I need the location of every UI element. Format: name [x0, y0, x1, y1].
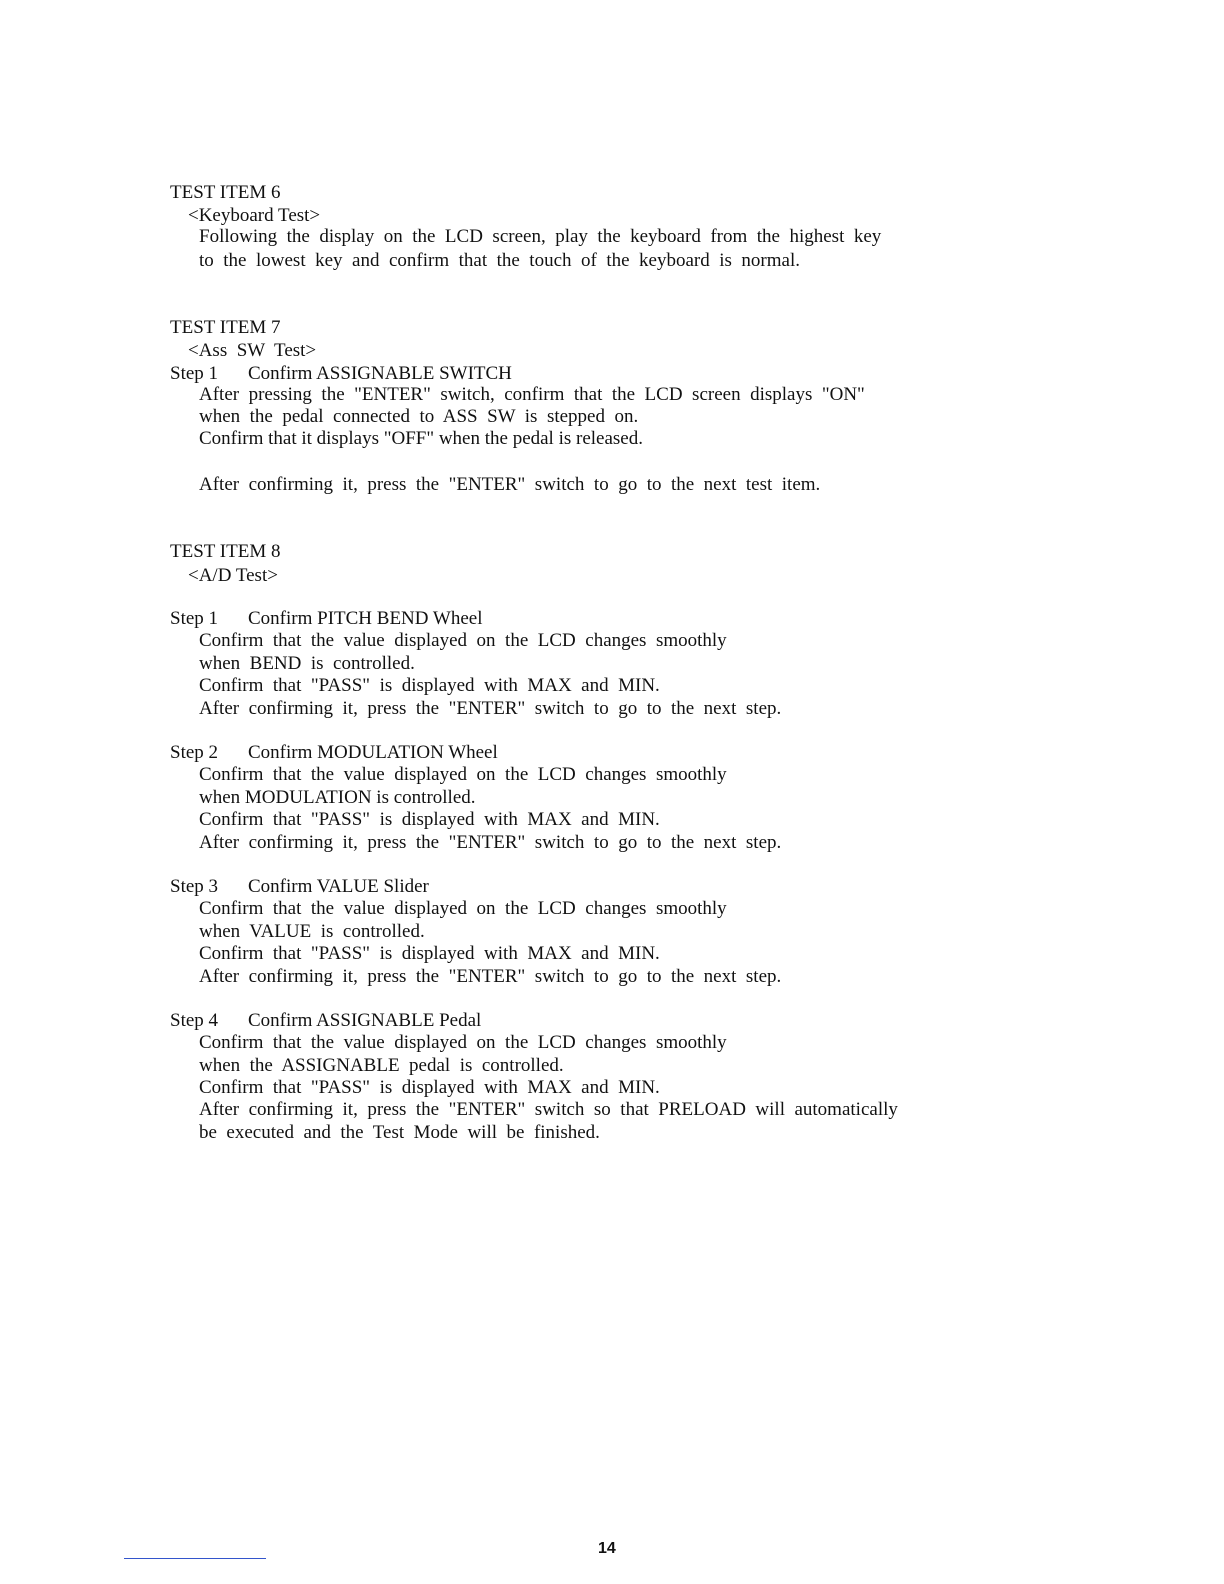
step-label: Step 4	[170, 1010, 219, 1031]
test-item-8-step-2-line-3: Confirm that "PASS" is displayed with MAX and MIN.	[199, 809, 660, 830]
test-item-8-subtitle: <A/D Test>	[188, 565, 278, 586]
test-item-6-line-2: to the lowest key and confirm that the touch of the keyboard is normal.	[199, 250, 800, 271]
step-title: Confirm ASSIGNABLE Pedal	[248, 1010, 482, 1031]
test-item-6-line-1: Following the display on the LCD screen, play the keyboard from the highest key	[199, 226, 882, 247]
test-item-8-title: TEST ITEM 8	[170, 541, 281, 562]
test-item-8-step-4-header	[170, 1010, 481, 1032]
test-item-8-step-2-line-1: Confirm that the value displayed on the LCD changes smoothly	[199, 764, 727, 785]
test-item-8-step-3-header	[170, 876, 429, 898]
test-item-8-step-3-line-2: when VALUE is controlled.	[199, 921, 425, 942]
step-title: Confirm ASSIGNABLE SWITCH	[248, 363, 512, 384]
footer-rule	[124, 1558, 266, 1559]
test-item-8-step-2-line-4: After confirming it, press the "ENTER" switch to go to the next step.	[199, 832, 782, 853]
step-title: Confirm MODULATION Wheel	[248, 742, 498, 763]
test-item-8-step-4-line-2: when the ASSIGNABLE pedal is controlled.	[199, 1055, 564, 1076]
test-item-8-step-3-line-3: Confirm that "PASS" is displayed with MAX and MIN.	[199, 943, 660, 964]
test-item-8-step-4-line-4: After confirming it, press the "ENTER" switch so that PRELOAD will automatically	[199, 1099, 898, 1120]
step-label: Step 3	[170, 876, 219, 897]
test-item-8-step-2-line-2: when MODULATION is controlled.	[199, 787, 476, 808]
step-label: Step 1	[170, 363, 219, 384]
step-label: Step 1	[170, 608, 219, 629]
test-item-7-step-1-header	[170, 363, 512, 385]
test-item-6-subtitle: <Keyboard Test>	[188, 205, 321, 226]
test-item-8-step-4-line-1: Confirm that the value displayed on the LCD changes smoothly	[199, 1032, 727, 1053]
test-item-8-step-2-header	[170, 742, 498, 764]
test-item-6-title: TEST ITEM 6	[170, 182, 281, 203]
test-item-8-step-1-line-1: Confirm that the value displayed on the LCD changes smoothly	[199, 630, 727, 651]
test-item-8-step-3-line-4: After confirming it, press the "ENTER" switch to go to the next step.	[199, 966, 782, 987]
test-item-8-step-1-line-3: Confirm that "PASS" is displayed with MAX and MIN.	[199, 675, 660, 696]
test-item-7-step-1-line-2: when the pedal connected to ASS SW is stepped on.	[199, 406, 639, 427]
test-item-8-step-1-header	[170, 608, 483, 630]
step-title: Confirm PITCH BEND Wheel	[248, 608, 483, 629]
test-item-7-title: TEST ITEM 7	[170, 317, 281, 338]
test-item-7-step-1-line-3: Confirm that it displays "OFF" when the pedal is released.	[199, 428, 643, 449]
step-title: Confirm VALUE Slider	[248, 876, 429, 897]
test-item-8-step-4-line-5: be executed and the Test Mode will be finished.	[199, 1122, 600, 1143]
test-item-8-step-1-line-2: when BEND is controlled.	[199, 653, 415, 674]
test-item-8-step-3-line-1: Confirm that the value displayed on the LCD changes smoothly	[199, 898, 727, 919]
step-label: Step 2	[170, 742, 219, 763]
test-item-8-step-1-line-4: After confirming it, press the "ENTER" switch to go to the next step.	[199, 698, 782, 719]
page-number: 14	[598, 1540, 616, 1557]
test-item-8-step-4-line-3: Confirm that "PASS" is displayed with MAX and MIN.	[199, 1077, 660, 1098]
test-item-7-subtitle: <Ass SW Test>	[188, 340, 317, 361]
test-item-7-closing: After confirming it, press the "ENTER" switch to go to the next test item.	[199, 474, 821, 495]
test-item-7-step-1-line-1: After pressing the "ENTER" switch, confirm that the LCD screen displays "ON"	[199, 384, 865, 405]
